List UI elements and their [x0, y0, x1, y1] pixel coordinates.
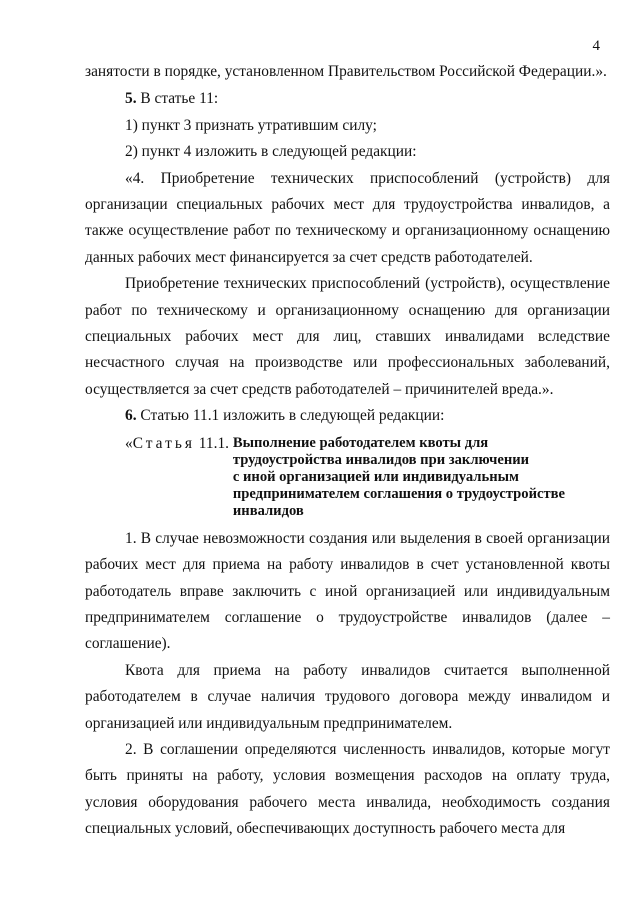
paragraph-clause-4-second: Приобретение технических приспособлений (устройств), осуществление работ по техническому и организационному оснащению для организации специальных рабочих мест для лиц, ставших инвалидами вследствие несчастного случая на производстве или профессиональных заболеваний, осуществляется за счет средств работодателей – причинителей вреда.».	[85, 275, 610, 398]
paragraph-subitem-1: 1) пункт 3 признать утратившим силу;	[125, 116, 377, 134]
paragraph-item-5	[85, 86, 610, 112]
article-word: Статья	[132, 434, 195, 452]
article-title	[233, 435, 610, 520]
article-prefix	[85, 435, 233, 520]
opening-quote: «	[125, 434, 133, 452]
paragraph-article-quota: Квота для приема на работу инвалидов считается выполненной работодателем в случае наличия трудового договора между инвалидом и организацией или индивидуальным предпринимателем.	[85, 661, 610, 732]
item-text: В статье 11:	[136, 90, 219, 108]
document-body	[85, 59, 610, 843]
paragraph-article-point-1: 1. В случае невозможности создания или выделения в своей организации рабочих мест для приема на работу инвалидов в счет установленной квоты работодатель вправе заключить с иной организацией или индивидуальным предпринимателем соглашение о трудоустройстве инвалидов (далее – соглашение).	[85, 529, 610, 653]
article-title-line: инвалидов	[232, 502, 304, 519]
article-number: 11.1.	[198, 434, 230, 452]
page-number: 4	[592, 38, 600, 54]
item-text: Статью 11.1 изложить в следующей редакции:	[136, 407, 445, 425]
article-title-line: Выполнение работодателем квоты для	[232, 434, 489, 451]
article-heading	[85, 431, 610, 526]
paragraph-clause-4: «4. Приобретение технических приспособлений (устройств) для организации специальных рабочих мест для трудоустройства инвалидов, а также осуществление работ по техническому и организационному оснащению данных рабочих мест финансируется за счет средств работодателей.	[85, 169, 610, 266]
paragraph-subitem-2: 2) пункт 4 изложить в следующей редакции:	[125, 143, 417, 161]
item-number: 5.	[125, 90, 137, 108]
article-title-line: трудоустройства инвалидов при заключении	[232, 451, 530, 468]
item-number: 6.	[125, 407, 137, 425]
paragraph-item-6	[85, 403, 610, 429]
paragraph-continuation: занятости в порядке, установленном Правительством Российской Федерации.».	[85, 63, 607, 80]
article-title-line: с иной организацией или индивидуальным	[232, 468, 519, 485]
article-title-line: предпринимателем соглашения о трудоустройстве	[232, 485, 565, 502]
paragraph-article-point-2: 2. В соглашении определяются численность инвалидов, которые могут быть приняты на работу, условия возмещения расходов на оплату труда, условия оборудования рабочего места инвалида, необходимость создания специальных условий, обеспечивающих доступность рабочего места для	[85, 740, 610, 838]
